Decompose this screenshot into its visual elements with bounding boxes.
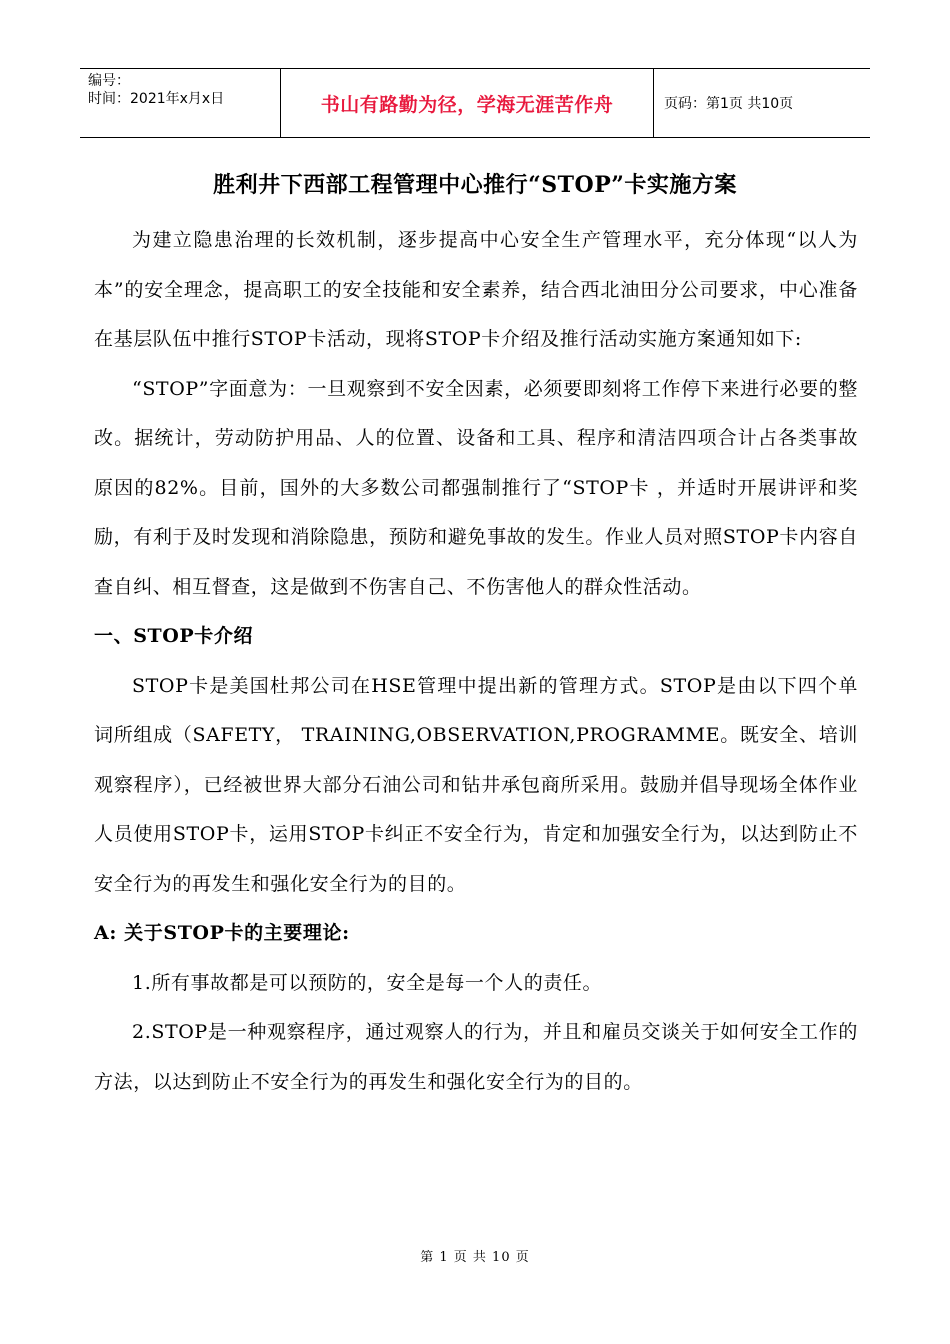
- document-title: 胜利井下西部工程管理中心推行“STOP”卡实施方案: [213, 172, 737, 198]
- section-heading-stop-intro: 一、STOP卡介绍: [94, 625, 254, 647]
- document-body: [94, 216, 858, 1107]
- document-number-label: 编号：: [88, 73, 130, 89]
- document-time-label: 时间：2021年x月x日: [88, 91, 225, 107]
- header-page-info: 页码：第1页 共10页: [664, 96, 794, 112]
- theory-item: 2.STOP是一种观察程序，通过观察人的行为，并且和雇员交谈关于如何安全工作的方法，以达到防止不安全行为的再发生和强化安全行为的目的。: [94, 1021, 858, 1093]
- theory-item: 1.所有事故都是可以预防的，安全是每一个人的责任。: [132, 971, 603, 994]
- intro-paragraph: 为建立隐患治理的长效机制，逐步提高中心安全生产管理水平，充分体现“以人为本”的安全理念，提高职工的安全技能和安全素养，结合西北油田分公司要求，中心准备在基层队伍中推行STOP卡活动，现将STOP卡介绍及推行活动实施方案通知如下:: [94, 229, 858, 350]
- document-header: [80, 68, 870, 138]
- stop-intro-paragraph: STOP卡是美国杜邦公司在HSE管理中提出新的管理方式。STOP是由以下四个单词所组成（SAFETY， TRAINING,OBSERVATION,PROGRAMME。既安全、培训观察程序），已经被世界大部分石油公司和钻井承包商所采用。鼓励并倡导现场全体作业人员使用STOP卡，运用STOP卡纠正不安全行为，肯定和加强安全行为，以达到防止不安全行为的再发生和强化安全行为的目的。: [94, 674, 858, 895]
- subsection-heading-theory: A: 关于STOP卡的主要理论:: [94, 922, 350, 944]
- stop-meaning-paragraph: “STOP”字面意为：一旦观察到不安全因素，必须要即刻将工作停下来进行必要的整改。据统计，劳动防护用品、人的位置、设备和工具、程序和清洁四项合计占各类事故原因的82%。目前，国外的大多数公司都强制推行了“STOP卡 ，并适时开展讲评和奖励，有利于及时发现和消除隐患，预防和避免事故的发生。作业人员对照STOP卡内容自查自纠、相互督查，这是做到不伤害自己、不伤害他人的群众性活动。: [94, 377, 858, 598]
- header-motto: 书山有路勤为径，学海无涯苦作舟: [281, 69, 654, 137]
- page-footer: 第 1 页 共 10 页: [420, 1250, 530, 1265]
- header-meta-cell: [80, 69, 281, 137]
